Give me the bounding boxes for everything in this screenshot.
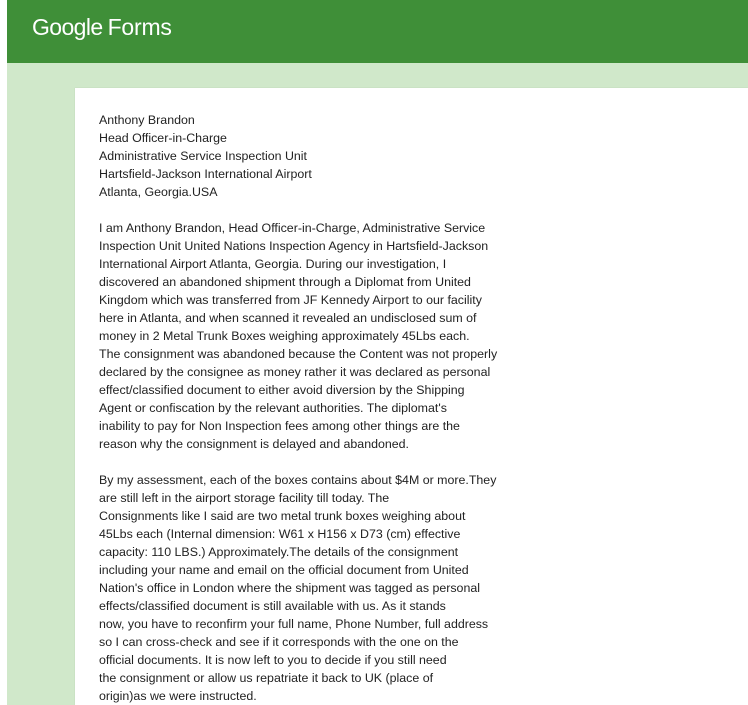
paragraph-line: The consignment was abandoned because the Content was not properly [99, 347, 498, 361]
paragraph-line: capacity: 110 LBS.) Approximately.The details of the consignment [99, 545, 459, 559]
brand-google-text: Google [32, 14, 103, 40]
paragraph-line: effects/classified document is still available with us. As it stands [99, 599, 446, 613]
paragraph-line: declared by the consignee as money rather it was declared as personal [99, 365, 491, 379]
address-line: Hartsfield-Jackson International Airport [99, 167, 312, 181]
paragraph-line: Agent or confiscation by the relevant authorities. The diplomat's [99, 401, 447, 415]
paragraph-line: money in 2 Metal Trunk Boxes weighing approximately 45Lbs each. [99, 329, 470, 343]
brand-forms-text: Forms [107, 14, 172, 40]
address-line: Administrative Service Inspection Unit [99, 149, 307, 163]
paragraph-line: International Airport Atlanta, Georgia. During our investigation, I [99, 257, 447, 271]
paragraph-line: Inspection Unit United Nations Inspection Agency in Hartsfield-Jackson [99, 239, 489, 253]
address-line: Atlanta, Georgia.USA [99, 185, 218, 199]
paragraph-line: I am Anthony Brandon, Head Officer-in-Charge, Administrative Service [99, 221, 486, 235]
paragraph-1 [99, 219, 659, 453]
paragraph-line: Kingdom which was transferred from JF Kennedy Airport to our facility [99, 293, 482, 307]
paragraph-line: 45Lbs each (Internal dimension: W61 x H156 x D73 (cm) effective [99, 527, 461, 541]
address-block [99, 111, 659, 201]
address-line: Anthony Brandon [99, 113, 195, 127]
paragraph-line: are still left in the airport storage facility till today. The [99, 491, 390, 505]
paragraph-line: Consignments like I said are two metal trunk boxes weighing about [99, 509, 466, 523]
form-description-card [75, 88, 748, 705]
paragraph-gap [99, 453, 659, 471]
paragraph-line: inability to pay for Non Inspection fees among other things are the [99, 419, 460, 433]
paragraph-line: origin)as we were instructed. [99, 689, 257, 703]
paragraph-2 [99, 471, 659, 705]
paragraph-line: the consignment or allow us repatriate it back to UK (place of [99, 671, 434, 685]
address-line: Head Officer-in-Charge [99, 131, 227, 145]
paragraph-line: Nation's office in London where the shipment was tagged as personal [99, 581, 480, 595]
paragraph-line: now, you have to reconfirm your full name, Phone Number, full address [99, 617, 489, 631]
paragraph-line: official documents. It is now left to you to decide if you still need [99, 653, 447, 667]
paragraph-line: By my assessment, each of the boxes contains about $4M or more.They [99, 473, 497, 487]
google-forms-header [7, 0, 748, 63]
left-edge-strip [0, 0, 7, 705]
paragraph-gap [99, 201, 659, 219]
paragraph-line: including your name and email on the official document from United [99, 563, 469, 577]
paragraph-line: here in Atlanta, and when scanned it revealed an undisclosed sum of [99, 311, 477, 325]
paragraph-line: so I can cross-check and see if it corresponds with the one on the [99, 635, 459, 649]
paragraph-line: effect/classified document to either avoid diversion by the Shipping [99, 383, 465, 397]
paragraph-line: discovered an abandoned shipment through a Diplomat from United [99, 275, 471, 289]
google-forms-logo [32, 14, 172, 41]
paragraph-line: reason why the consignment is delayed and abandoned. [99, 437, 409, 451]
form-description-text [99, 111, 659, 705]
